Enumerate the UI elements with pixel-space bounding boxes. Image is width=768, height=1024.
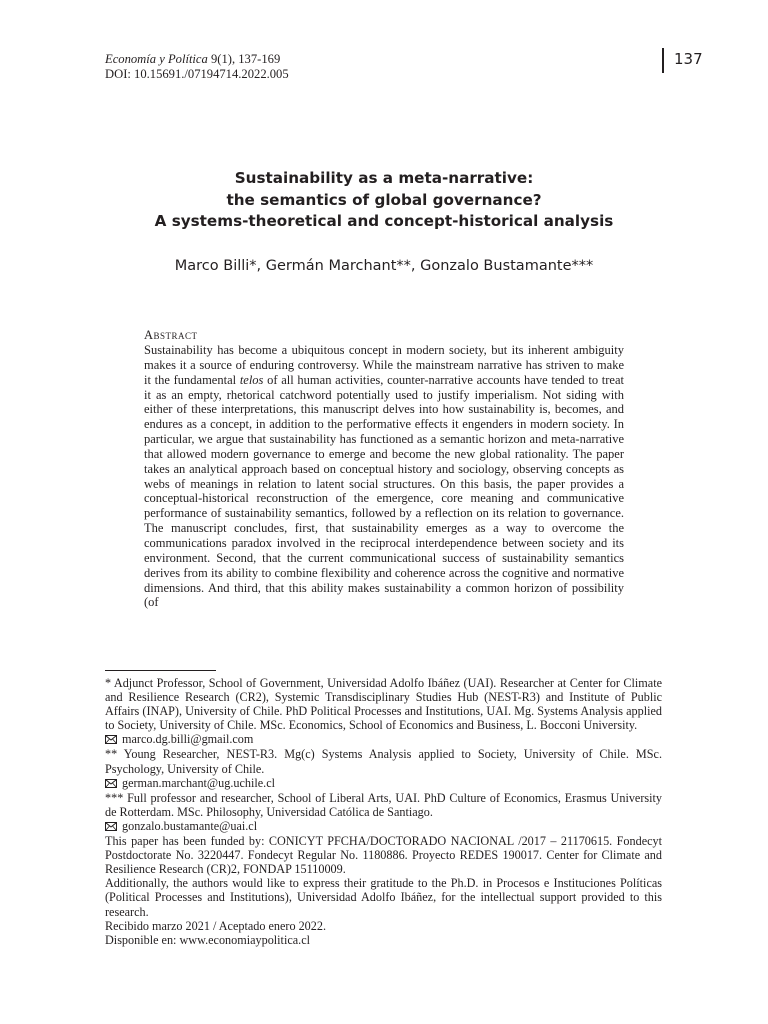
acknowledgement-note: Additionally, the authors would like to express their gratitude to the Ph.D. in Procesos e Instituciones Políticas (Political Processes and Institutions), Universidad Adolfo Ibáñez, for the intellectual support provided to this research. [105,876,662,919]
title-line: the semantics of global governance? [226,190,542,209]
email-row [105,776,662,791]
volume-issue-pages: 9(1), 137-169 [210,52,281,66]
title-line: A systems-theoretical and concept-historical analysis [154,212,614,231]
doi: DOI: 10.15691./07194714.2022.005 [105,67,289,81]
abstract-italic-term: telos [239,372,264,387]
envelope-icon [105,820,117,834]
running-header [105,52,289,82]
email-link[interactable]: marco.dg.billi@gmail.com [122,732,254,747]
page-number-divider [662,48,664,73]
availability-note[interactable]: Disponible en: www.economiaypolitica.cl [105,932,310,947]
footnote-bustamante: *** Full professor and researcher, School of Liberal Arts, UAI. PhD Culture of Economics, Erasmus University de Rotterdam. MSc. Philosophy, Universidad Católica de Santiago. [105,790,662,819]
journal-citation [105,52,289,67]
title-line: Sustainability as a meta-narrative: [234,169,534,187]
footnote-marchant: ** Young Researcher, NEST-R3. Mg(c) Systems Analysis applied to Society, University of Chile. MSc. Psychology, University of Chile. [105,747,662,776]
abstract-text-part: of all human activities, counter-narrative accounts have tended to treat it as an empty, rhetorical catchword potentially used to justify imperialism. Not siding with either of these interpretations, this manuscript delves into how sustainability is, becomes, and endures as a concept, in addition to the performative effects it engenders in modern society. In particular, we argue that sustainability has functioned as a semantic horizon and meta-narrative that allowed modern governance to emerge and become the new global rationality. The paper takes an analytical approach based on conceptual history and sociology, observing concepts as webs of meanings in relation to latent social structures. On this basis, the paper provides a conceptual-historical reconstruction of the emergence, core meaning and communicative performance of sustainability semantics, followed by a reflection on its relation to governance. The manuscript concludes, first, that sustainability emerges as a way to overcome the communications paradox involved in the reciprocal interdependence between society and its environment. Second, that the current communicational success of sustainability semantics derives from its ability to combine flexibility and coherence across the cognitive and normative dimensions. And third, that this ability makes sustainability a common horizon of possibility (of [144,372,625,610]
email-row [105,819,662,834]
received-accepted-dates: Recibido marzo 2021 / Aceptado enero 2022. [105,918,327,933]
envelope-icon [105,777,117,791]
footnote-separator [105,670,216,671]
author-list: Marco Billi*, Germán Marchant**, Gonzalo Bustamante*** [174,258,594,274]
footnotes [105,676,662,947]
abstract-body [144,343,624,610]
page-number: 137 [674,50,703,68]
paper-title [0,168,768,233]
journal-name: Economía y Política [105,52,208,66]
email-row [105,732,662,747]
abstract-text-part: Sustainability has become a ubiquitous concept in modern society, but its inherent ambiguity makes it a source of enduring controversy. While the mainstream narrative has striven to make it the fundamental [144,343,624,387]
abstract-section [144,328,624,610]
envelope-icon [105,733,117,747]
email-link[interactable]: gonzalo.bustamante@uai.cl [122,818,258,833]
funding-note: This paper has been funded by: CONICYT PFCHA/DOCTORADO NACIONAL /2017 – 21170615. Fondecyt Postdoctorate No. 3220447. Fondecyt Regular No. 1180886. Proyecto REDES 190017. Center for Climate and Resilience Research (CR)2, FONDAP 15110009. [105,834,662,877]
abstract-heading: Abstract [144,328,198,342]
email-link[interactable]: german.marchant@ug.uchile.cl [122,775,276,790]
footnote-billi: * Adjunct Professor, School of Government, Universidad Adolfo Ibáñez (UAI). Researcher at Center for Climate and Resilience Research (CR2), Systemic Transdisciplinary Studies Hub (NEST-R3) and Institute of Public Affairs (INAP), University of Chile. PhD Political Processes and Institutions, UAI. Mg. Systems Analysis applied to Society, University of Chile. MSc. Economics, School of Economics and Business, L. Bocconi University. [105,676,662,733]
